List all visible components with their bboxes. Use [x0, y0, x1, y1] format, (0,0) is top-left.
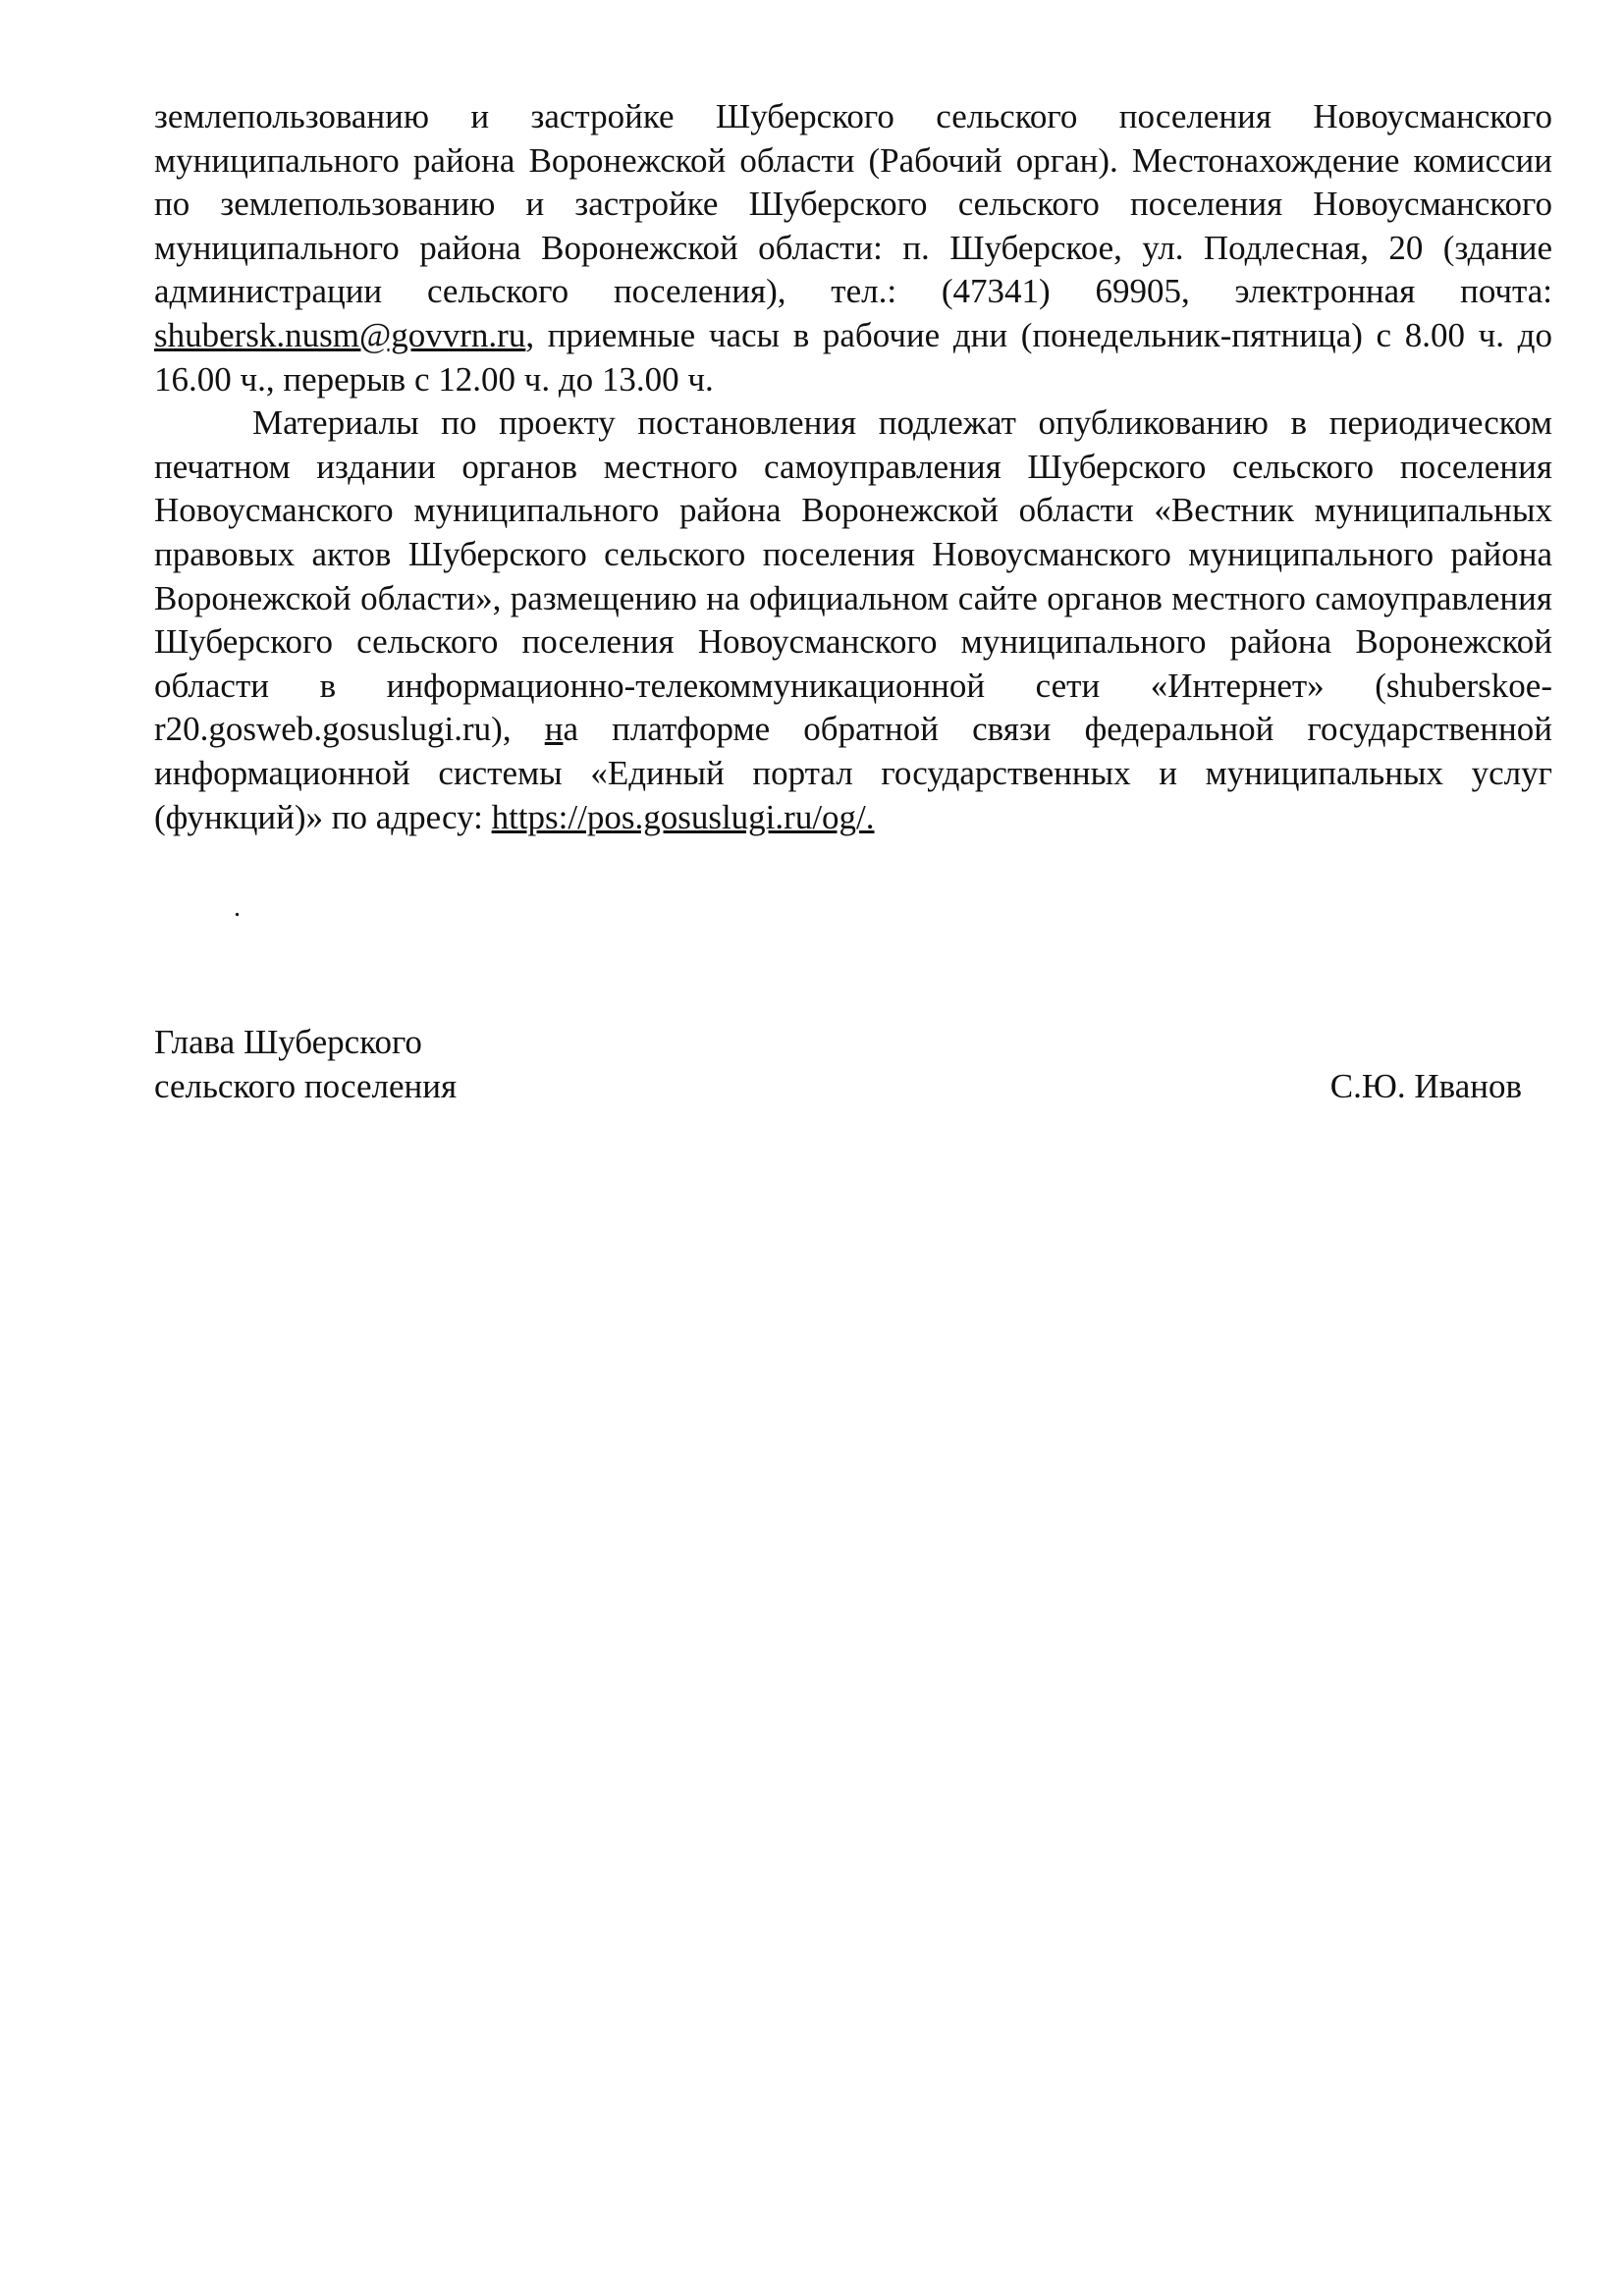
paragraph1-text-end: , приемные часы в рабочие дни (понедельник-пятница) с 8.00 ч. до 16.00 ч., перерыв с 12.00 ч. до 13.00 ч. [154, 315, 1552, 399]
signatory-name: С.Ю. Иванов [1329, 1066, 1522, 1105]
paragraph-commission-location [154, 95, 1552, 401]
paragraph2-text-middle: а платформе обратной связи федеральной государственной информационной системы «Единый портал государственных и муниципальных услуг (функций)» по адресу: [154, 710, 1552, 836]
signature-title-line1: Глава Шуберского [154, 1023, 422, 1061]
signature-title-line2: сельского поселения [154, 1066, 458, 1105]
paragraph1-text-start: землепользованию и застройке Шуберского сельского поселения Новоусманского муниципального района Воронежской области (Рабочий орган). Местонахождение комиссии по землепользованию и застройке Шуберского сельского поселения Новоусманского муниципального района Воронежской области: п. Шуберское, ул. Подлесная, 20 (здание администрации сельского поселения), тел.: (47341) 69905, электронная почта: [154, 97, 1552, 311]
stray-dot: . [234, 892, 241, 923]
paragraph2-text-start: Материалы по проекту постановления подлежат опубликованию в периодическом печатном издании органов местного самоуправления Шуберского сельского поселения Новоусманского муниципального района Воронежской области «Вестник муниципальных правовых актов Шуберского сельского поселения Новоусманского муниципального района Воронежской области», размещению на официальном сайте органов местного самоуправления Шуберского сельского поселения Новоусманского муниципального района Воронежской области в информационно-телекоммуникационной сети «Интернет» (shuberskoe-r20.gosweb.gosuslugi.ru), [154, 403, 1552, 749]
signature-line [154, 1065, 1522, 1109]
email-link[interactable]: shubersk.nusm@govvrn.ru [154, 315, 526, 354]
paragraph-publication-materials [154, 401, 1552, 839]
gosuslugi-url-link[interactable]: https://pos.gosuslugi.ru/og/. [491, 797, 875, 836]
document-body [154, 95, 1552, 839]
signature-block [154, 1021, 1522, 1108]
underlined-letter: н [544, 710, 564, 749]
